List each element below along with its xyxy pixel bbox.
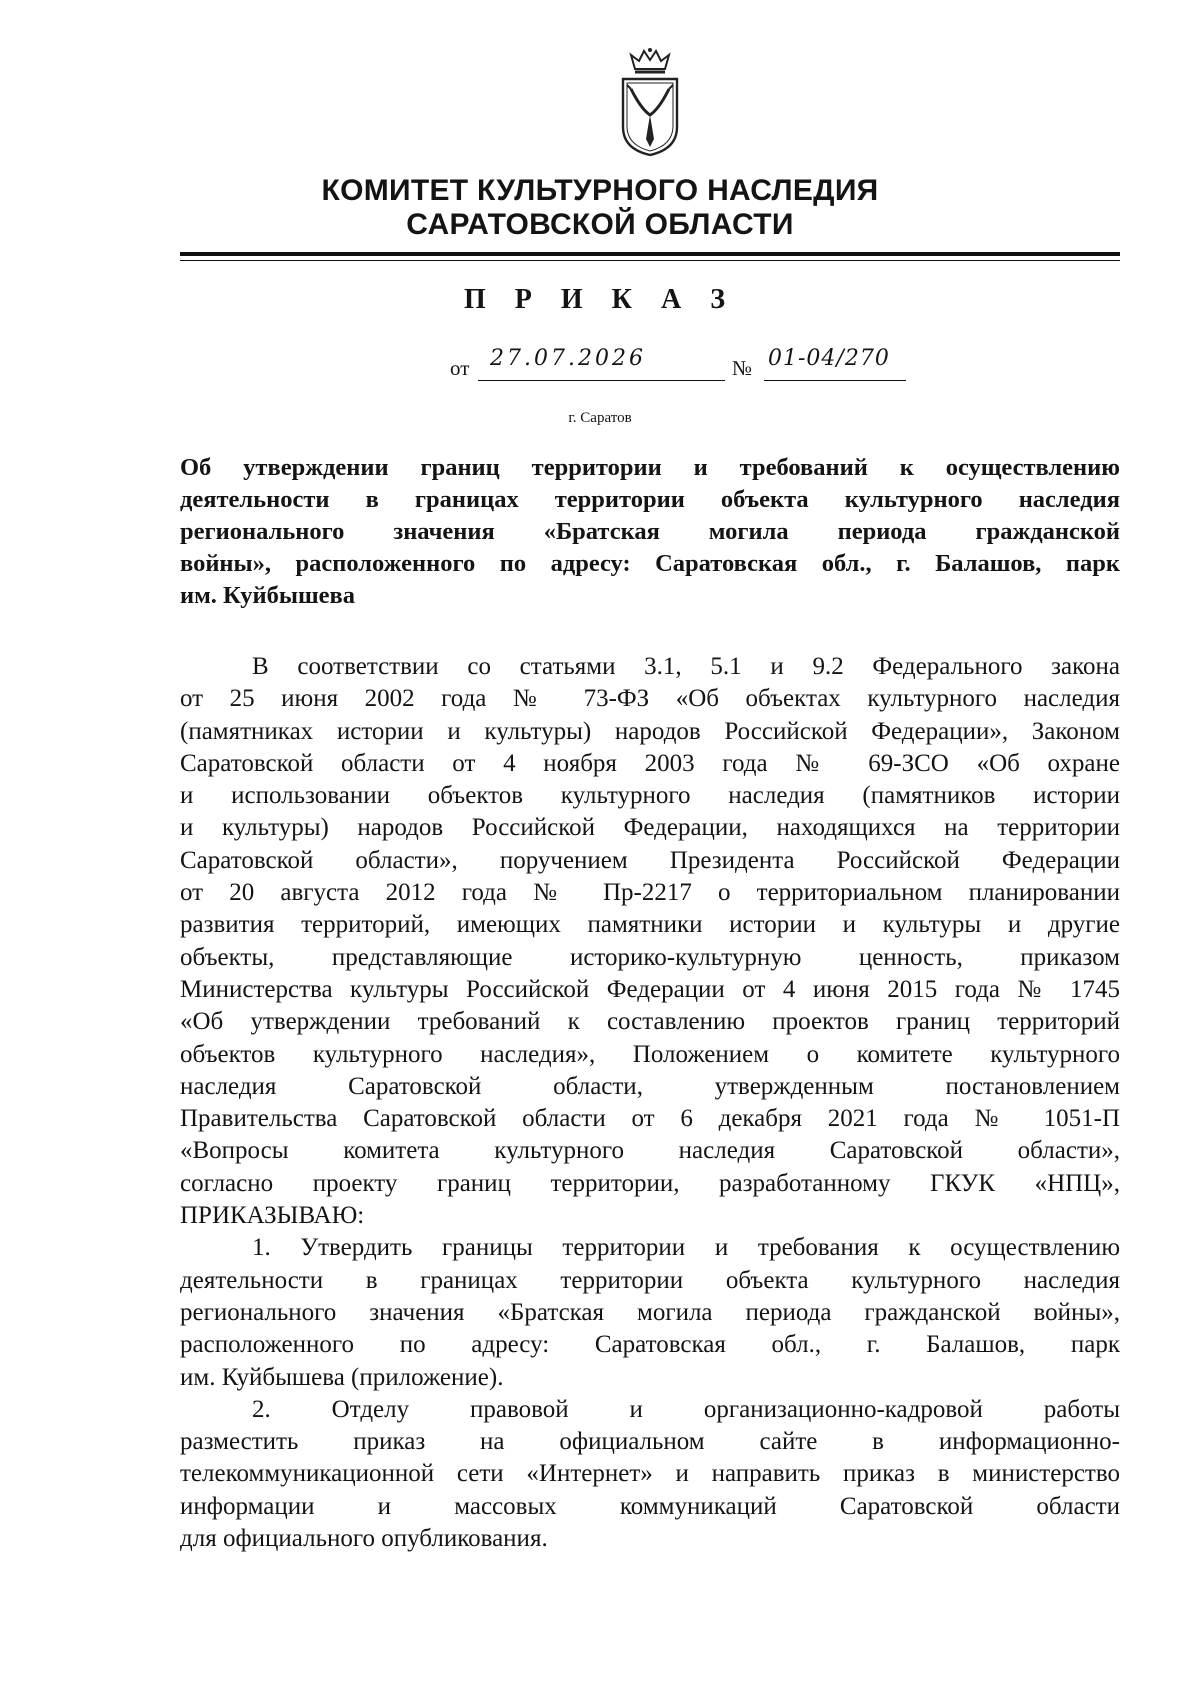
body-line: «Вопросы комитета культурного наследия Саратовской области», bbox=[180, 1137, 1120, 1165]
handwritten-number: 01-04/270 bbox=[768, 346, 890, 371]
body-line: Саратовской области от 4 ноября 2003 года № 69-ЗСО «Об охране bbox=[180, 749, 1120, 777]
order-title bbox=[180, 452, 1120, 612]
body-line: Правительства Саратовской области от 6 декабря 2021 года № 1051-П bbox=[180, 1105, 1120, 1133]
clause-1-line: регионального значения «Братская могила периода гражданской войны», bbox=[180, 1298, 1120, 1326]
body-line: «Об утверждении требований к составлению проектов границ территорий bbox=[180, 1008, 1120, 1036]
body-line: и культуры) народов Российской Федерации, находящихся на территории bbox=[180, 814, 1120, 842]
number-label: № bbox=[732, 356, 753, 380]
title-line: им. Куйбышева bbox=[180, 582, 355, 609]
organization-name-line-2: САРАТОВСКОЙ ОБЛАСТИ bbox=[406, 208, 794, 241]
organization-name-line-1: КОМИТЕТ КУЛЬТУРНОГО НАСЛЕДИЯ bbox=[321, 174, 879, 207]
body-line: согласно проекту границ территории, разработанному ГКУК «НПЦ», bbox=[180, 1169, 1120, 1197]
clause-2-line: для официального опубликования. bbox=[180, 1525, 548, 1553]
document-type-heading: П Р И К А З bbox=[464, 284, 736, 315]
date-underline bbox=[478, 380, 725, 381]
title-line: войны», расположенного по адресу: Саратовская обл., г. Балашов, парк bbox=[180, 550, 1120, 577]
body-line: Министерства культуры Российской Федерации от 4 июня 2015 года № 1745 bbox=[180, 975, 1120, 1003]
body-line: В соответствии со статьями 3.1, 5.1 и 9.2 Федерального закона bbox=[252, 653, 1120, 680]
date-label: от bbox=[450, 356, 470, 380]
handwritten-date: 27.07.2026 bbox=[490, 346, 646, 371]
coat-of-arms-emblem bbox=[617, 47, 683, 157]
body-line: Саратовской области», поручением Президента Российской Федерации bbox=[180, 846, 1120, 874]
clause-1-line: им. Куйбышева (приложение). bbox=[180, 1363, 504, 1391]
clause-2-line: 2. Отделу правовой и организационно-кадровой работы bbox=[252, 1395, 1120, 1423]
clause-1-line: расположенного по адресу: Саратовская обл., г. Балашов, парк bbox=[180, 1331, 1120, 1359]
body-line: объектов культурного наследия», Положением о комитете культурного bbox=[180, 1040, 1120, 1068]
title-line: регионального значения «Братская могила периода гражданской bbox=[180, 518, 1120, 545]
clause-2-line: информации и массовых коммуникаций Саратовской области bbox=[180, 1492, 1120, 1520]
body-line: от 20 августа 2012 года № Пр-2217 о территориальном планировании bbox=[180, 879, 1120, 907]
body-line: наследия Саратовской области, утвержденным постановлением bbox=[180, 1072, 1120, 1100]
clause-1-line: 1. Утвердить границы территории и требования к осуществлению bbox=[252, 1234, 1120, 1262]
header-divider-thin bbox=[180, 260, 1120, 261]
order-body bbox=[180, 651, 1120, 1555]
clause-2-line: телекоммуникационной сети «Интернет» и направить приказ в министерство bbox=[180, 1460, 1120, 1488]
number-underline bbox=[764, 380, 906, 381]
city-label: г. Саратов bbox=[568, 410, 632, 426]
title-line: Об утверждении границ территории и требований к осуществлению bbox=[180, 454, 1120, 481]
body-line: ПРИКАЗЫВАЮ: bbox=[180, 1202, 365, 1230]
body-line: (памятниках истории и культуры) народов Российской Федерации», Законом bbox=[180, 717, 1120, 745]
body-line: от 25 июня 2002 года № 73-ФЗ «Об объектах культурного наследия bbox=[180, 685, 1120, 713]
clause-2-line: разместить приказ на официальном сайте в информационно- bbox=[180, 1428, 1120, 1456]
body-line: и использовании объектов культурного наследия (памятников истории bbox=[180, 782, 1120, 810]
title-line: деятельности в границах территории объекта культурного наследия bbox=[180, 486, 1120, 513]
body-line: развития территорий, имеющих памятники истории и культуры и другие bbox=[180, 911, 1120, 939]
header-divider-thick bbox=[180, 252, 1120, 256]
body-line: объекты, представляющие историко-культурную ценность, приказом bbox=[180, 943, 1120, 971]
clause-1-line: деятельности в границах территории объекта культурного наследия bbox=[180, 1266, 1120, 1294]
